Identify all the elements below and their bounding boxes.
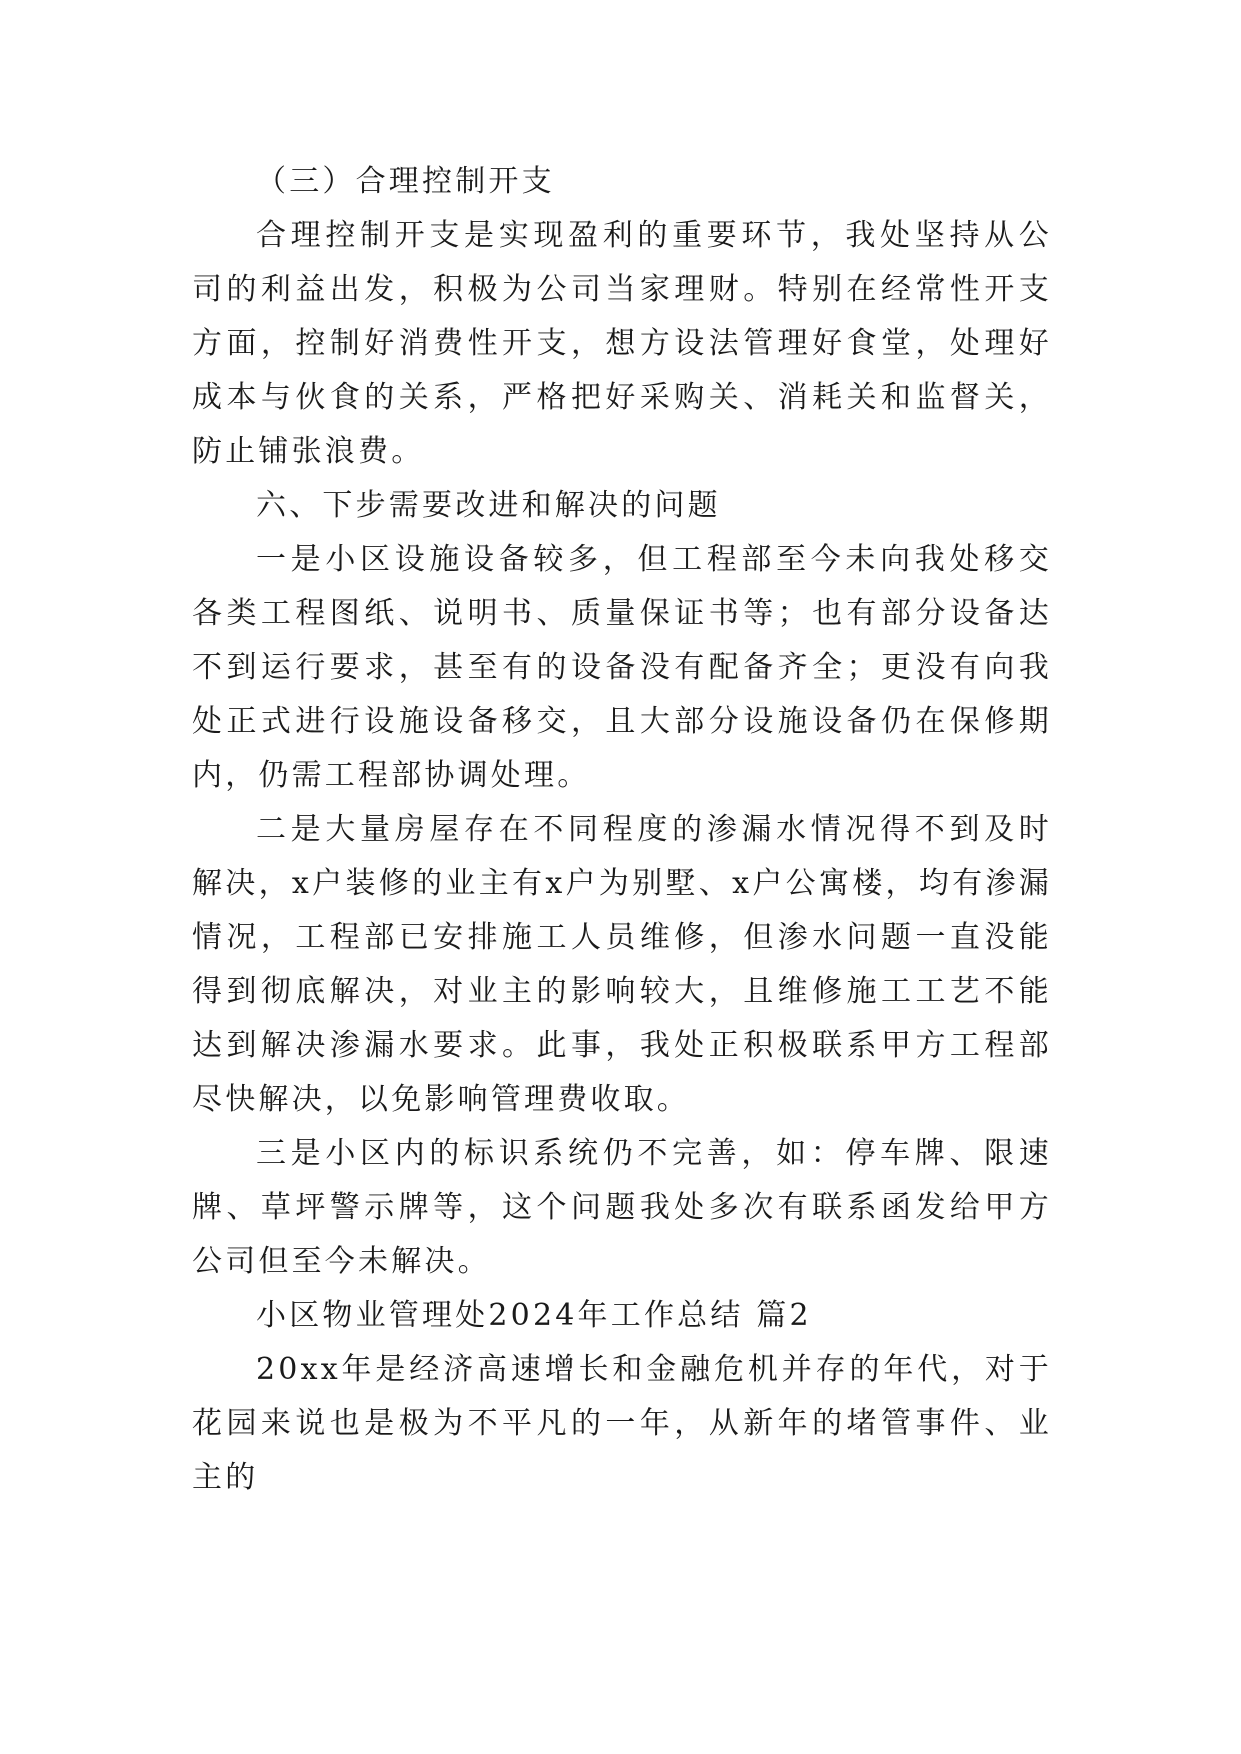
document-body: [192, 155, 1052, 1505]
paragraph-expense-control: 合理控制开支是实现盈利的重要环节，我处坚持从公司的利益出发，积极为公司当家理财。特别在经常性开支方面，控制好消费性开支，想方设法管理好食堂，处理好成本与伙食的关系，严格把好采购关、消耗关和监督关，防止铺张浪费。: [192, 218, 1052, 469]
article-title-part-two: 小区物业管理处2024年工作总结 篇2: [256, 1298, 812, 1333]
paragraph-issue-two: 二是大量房屋存在不同程度的渗漏水情况得不到及时解决，x户装修的业主有x户为别墅、x户公寓楼，均有渗漏情况，工程部已安排施工人员维修，但渗水问题一直没能得到彻底解决，对业主的影响较大，且维修施工工艺不能达到解决渗漏水要求。此事，我处正积极联系甲方工程部尽快解决，以免影响管理费收取。: [192, 812, 1052, 1117]
section-heading-improvements: 六、下步需要改进和解决的问题: [256, 488, 721, 523]
paragraph-year-overview: 20xx年是经济高速增长和金融危机并存的年代，对于花园来说也是极为不平凡的一年，从新年的堵管事件、业主的: [192, 1352, 1052, 1495]
paragraph-issue-three: 三是小区内的标识系统仍不完善，如：停车牌、限速牌、草坪警示牌等，这个问题我处多次有联系函发给甲方公司但至今未解决。: [192, 1136, 1052, 1279]
paragraph-issue-one: 一是小区设施设备较多，但工程部至今未向我处移交各类工程图纸、说明书、质量保证书等；也有部分设备达不到运行要求，甚至有的设备没有配备齐全；更没有向我处正式进行设施设备移交，且大部分设施设备仍在保修期内，仍需工程部协调处理。: [192, 542, 1052, 793]
section-heading-expense-control: （三）合理控制开支: [256, 164, 555, 199]
